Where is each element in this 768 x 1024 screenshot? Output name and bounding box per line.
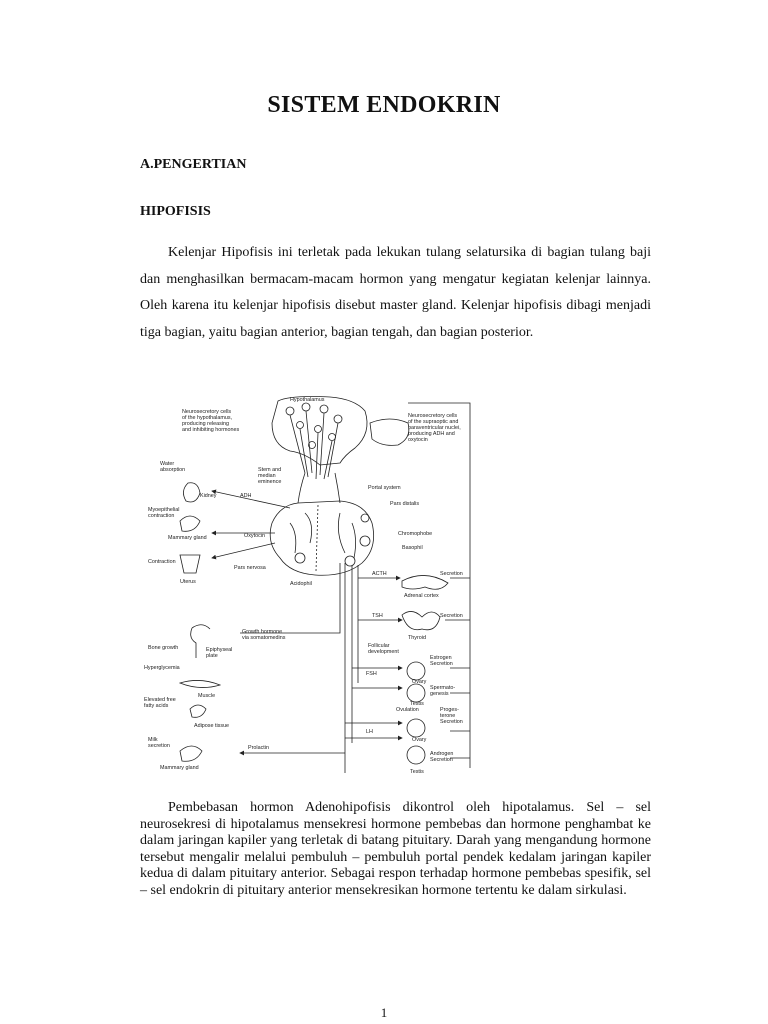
section-heading-pengertian: A.PENGERTIAN bbox=[140, 157, 247, 172]
diagram-label: Mammary gland bbox=[160, 765, 199, 771]
diagram-label: Mammary gland bbox=[168, 535, 207, 541]
diagram-label: Ovary bbox=[412, 679, 427, 685]
diagram-label: median bbox=[258, 473, 276, 479]
diagram-label: Portal system bbox=[368, 485, 401, 491]
diagram-label: of the supraoptic and bbox=[408, 419, 459, 425]
diagram-label: Epiphyseal bbox=[206, 647, 233, 653]
diagram-label: Acidophil bbox=[290, 581, 312, 587]
diagram-label: Hyperglycemia bbox=[144, 665, 180, 671]
ovary-shape bbox=[407, 662, 425, 680]
pituitary-gland bbox=[270, 501, 373, 575]
adipose-shape bbox=[190, 705, 206, 717]
page-number: 1 bbox=[380, 1005, 388, 1020]
uterus-shape bbox=[180, 555, 200, 573]
pituitary-stalk bbox=[298, 473, 340, 503]
diagram-label: Basophil bbox=[402, 545, 423, 551]
diagram-label: Estrogen bbox=[430, 655, 452, 661]
diagram-label: Water bbox=[160, 461, 175, 467]
diagram-label: TSH bbox=[372, 613, 383, 619]
adrenal-shape bbox=[402, 575, 448, 589]
muscle-shape bbox=[180, 680, 220, 687]
paragraph-hipofisis: Kelenjar Hipofisis ini terletak pada lekukan tulang selatursika di bagian tulang baji dan menghasilkan bermacam-macam hormon yang mengatur kegiatan kelenjar lainnya. Oleh karena itu kelenjar hipofisis disebut master gland. Kelenjar hipofisis dibagi menjadi tiga bagian, yaitu bagian anterior, bagian tengah, dan bagian posterior. bbox=[140, 245, 651, 340]
diagram-label: ADH bbox=[240, 493, 252, 499]
diagram-label: Secretion bbox=[440, 571, 463, 577]
testis-shape bbox=[407, 684, 425, 702]
diagram-label: Pars nervosa bbox=[234, 565, 266, 571]
diagram-label: Oxytocin bbox=[244, 533, 265, 539]
pituitary-diagram bbox=[140, 393, 490, 783]
diagram-label: Ovulation bbox=[396, 707, 419, 713]
diagram-label: Chromophobe bbox=[398, 531, 433, 537]
diagram-label: development bbox=[368, 649, 399, 655]
diagram-label: Ovary bbox=[412, 737, 427, 743]
diagram-label: contraction bbox=[148, 513, 175, 519]
diagram-label: FSH bbox=[366, 671, 377, 677]
ovary-lower-shape bbox=[407, 719, 425, 737]
diagram-label: and inhibiting hormones bbox=[182, 427, 240, 433]
diagram-label: producing releasing bbox=[182, 421, 230, 427]
section-heading-hipofisis: HIPOFISIS bbox=[140, 204, 211, 219]
diagram-label: Follicular bbox=[368, 643, 390, 649]
diagram-label: Testis bbox=[410, 769, 424, 775]
diagram-label: Prolactin bbox=[248, 745, 269, 751]
diagram-label: Kidney bbox=[200, 493, 217, 499]
diagram-label: Growth hormone bbox=[242, 629, 283, 635]
diagram-label: Neurosecretory cells bbox=[182, 409, 232, 415]
page-title: SISTEM ENDOKRIN bbox=[267, 92, 501, 118]
diagram-label: Contraction bbox=[148, 559, 176, 565]
diagram-label: producing ADH and bbox=[408, 431, 455, 437]
diagram-label: Proges- bbox=[440, 707, 459, 713]
diagram-label: Adrenal cortex bbox=[404, 593, 439, 599]
diagram-label: Secretion bbox=[430, 757, 453, 763]
diagram-label: fatty acids bbox=[144, 703, 169, 709]
thyroid-shape bbox=[402, 611, 440, 629]
paragraph-adenohipofisis: Pembebasan hormon Adenohipofisis dikontrol oleh hipotalamus. Sel – sel neurosekresi di hipotalamus mensekresi hormone pembebas dan hormone penghambat ke dalam jaringan kapiler yang terletak di batang pituitary. Darah yang mengandung hormone tersebut mengalir melalui pembuluh – pembuluh portal pendek kedalam jaringan kapiler kedua di dalam pituitary anterior. Sebagai respon terhadap hormone pembebas spesifik, sel – sel endokrin di pituitary anterior mensekresikan hormone tertentu ke dalam sirkulasi. bbox=[140, 800, 651, 898]
diagram-label: via somatomedins bbox=[242, 635, 286, 641]
kidney-shape bbox=[183, 483, 200, 502]
diagram-label: Hypothalamus bbox=[290, 397, 325, 403]
diagram-label: Muscle bbox=[198, 693, 216, 699]
mammary-bottom-shape bbox=[180, 746, 202, 761]
mammary-top-shape bbox=[180, 516, 200, 531]
diagram-label: paraventricular nuclei, bbox=[408, 425, 461, 431]
diagram-label: Secretion bbox=[430, 661, 453, 667]
diagram-label: Thyroid bbox=[408, 635, 426, 641]
diagram-label: Elevated free bbox=[144, 697, 176, 703]
diagram-label: Spermato- bbox=[430, 685, 456, 691]
diagram-label: Testis bbox=[410, 701, 424, 707]
diagram-label: Uterus bbox=[180, 579, 196, 585]
hypothalamus-shape bbox=[272, 397, 367, 466]
diagram-label: of the hypothalamus, bbox=[182, 415, 233, 421]
diagram-label: secretion bbox=[148, 743, 170, 749]
diagram-label: ACTH bbox=[372, 571, 387, 577]
diagram-label: Bone growth bbox=[148, 645, 179, 651]
diagram-label: Adipose tissue bbox=[194, 723, 230, 729]
diagram-label: Myoepithelial bbox=[148, 507, 180, 513]
diagram-label: Androgen bbox=[430, 751, 454, 757]
diagram-label: absorption bbox=[160, 467, 186, 473]
diagram-label: Pars distalis bbox=[390, 501, 420, 507]
diagram-label: Neurosecretory cells bbox=[408, 413, 458, 419]
diagram-label: Milk bbox=[148, 737, 158, 743]
diagram-label: Stem and bbox=[258, 467, 282, 473]
diagram-label: terone bbox=[440, 713, 456, 719]
diagram-label: plate bbox=[206, 653, 218, 659]
diagram-label: Secretion bbox=[440, 613, 463, 619]
diagram-label: Secretion bbox=[440, 719, 463, 725]
diagram-label: LH bbox=[366, 729, 373, 735]
diagram-label: genesis bbox=[430, 691, 449, 697]
testis-lower-shape bbox=[407, 746, 425, 764]
diagram-labels bbox=[144, 397, 463, 775]
diagram-label: eminence bbox=[258, 479, 282, 485]
diagram-label: oxytocin bbox=[408, 437, 428, 443]
